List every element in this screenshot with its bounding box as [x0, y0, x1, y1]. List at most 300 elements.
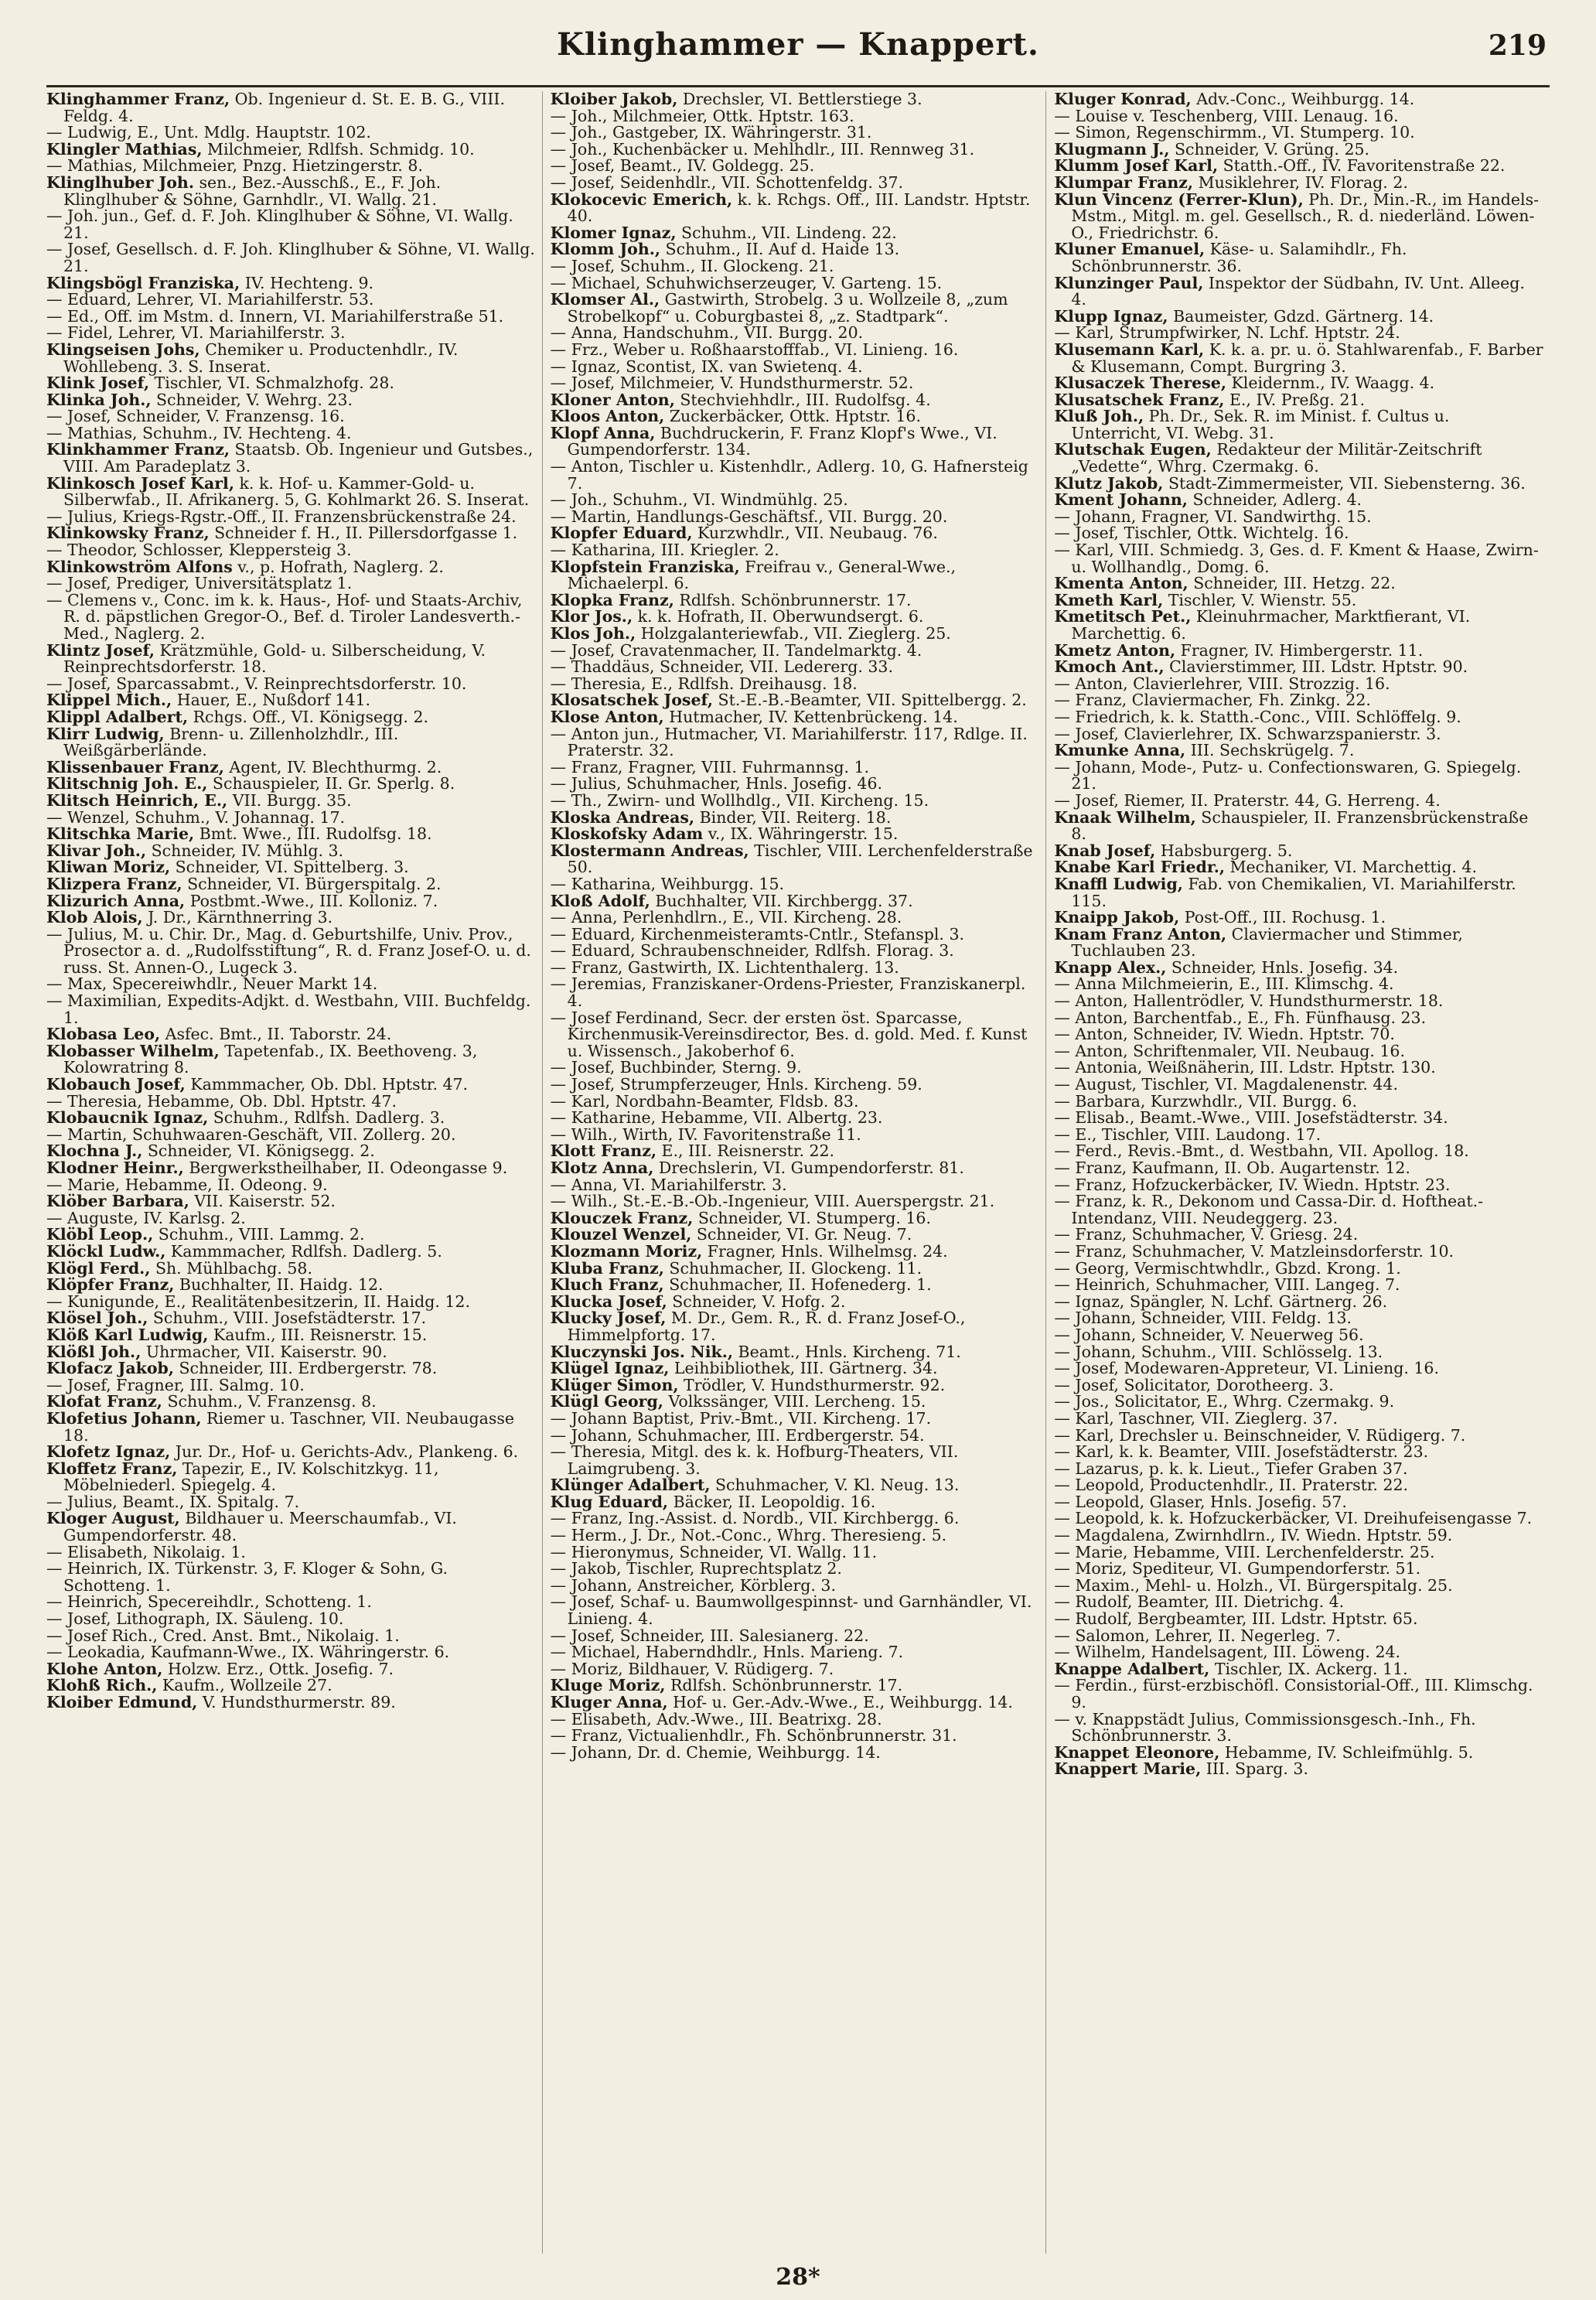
directory-entry — [46, 542, 536, 559]
entry-details: — Wilhelm, Handelsagent, III. Löweng. 24. — [1054, 1643, 1401, 1662]
entry-details: — Joh., Milchmeier, Ottk. Hptstr. 163. — [550, 106, 854, 125]
directory-entry — [551, 1527, 1040, 1544]
directory-entry — [551, 893, 1040, 910]
entry-details: Schneider, V. Wehrg. 23. — [151, 390, 353, 409]
directory-entry — [46, 1143, 536, 1160]
directory-entry — [551, 1160, 1040, 1177]
entry-details: — Josef, Schuhm., II. Glockeng. 21. — [550, 256, 834, 275]
entry-details: — Josef, Milchmeier, V. Hundsthurmerstr. 52. — [550, 374, 914, 393]
directory-entry — [1054, 542, 1543, 575]
entry-name: Klucky Josef, — [550, 1309, 667, 1328]
entry-name: Klutschak Eugen, — [1054, 440, 1212, 459]
entry-details: — Josef, Riemer, II. Praterstr. 44, G. Herreng. 4. — [1054, 790, 1441, 810]
directory-entry — [1054, 575, 1543, 592]
entry-details: — Anna Milchmeierin, E., III. Klimschg. 4. — [1054, 974, 1394, 994]
entry-name: Kluger Konrad, — [1054, 91, 1192, 108]
directory-entry — [46, 726, 536, 759]
entry-name: Kloiber Edmund, — [46, 1693, 198, 1711]
entry-details: k. k. Rchgs. Off., III. Landstr. Hptstr. 40. — [567, 189, 1031, 226]
entry-name: Klopfstein Franziska, — [550, 557, 740, 576]
directory-entry — [551, 759, 1040, 776]
directory-entry — [551, 375, 1040, 392]
entry-name: Klor Jos., — [550, 607, 633, 626]
entry-name: Knappert Marie, — [1054, 1759, 1202, 1779]
entry-details: — Johann, Schneider, VIII. Feldg. 13. — [1054, 1309, 1352, 1328]
entry-details: Freifrau v., General-Wwe., Michaelerpl. 6. — [567, 557, 957, 593]
directory-entry — [46, 1294, 536, 1311]
directory-entry — [1054, 1294, 1543, 1311]
directory-entry — [46, 790, 536, 810]
directory-entry — [1054, 976, 1543, 993]
column-3 — [1054, 91, 1550, 2254]
entry-name: Klüger Simon, — [550, 1375, 679, 1394]
directory-entry — [1054, 1661, 1543, 1678]
entry-details: Brenn- u. Zillenholzhdlr., III. Weißgärberlände. — [63, 724, 399, 760]
entry-details: Schuhmacher, II. Hofenederg. 1. — [663, 1275, 932, 1295]
entry-name: Klintz Josef, — [46, 640, 155, 660]
directory-entry — [46, 1628, 536, 1645]
entry-name: Klug Eduard, — [550, 1492, 669, 1511]
entry-details: — Josef, Buchbinder, Sterng. 9. — [550, 1058, 802, 1077]
entry-details: — Katharina, III. Kriegler. 2. — [550, 541, 779, 560]
entry-details: K. k. a. pr. u. ö. Stahlwarenfab., F. Barber & Klusemann, Compt. Burgring 3. — [1071, 340, 1543, 376]
entry-name: Klouczek Franz, — [550, 1208, 694, 1227]
entry-details: Drechsler, VI. Bettlerstiege 3. — [677, 91, 922, 108]
entry-details: — Wenzel, Schuhm., V. Johannag. 17. — [46, 807, 346, 827]
directory-entry — [1054, 525, 1543, 542]
entry-name: Knappe Adalbert, — [1054, 1659, 1210, 1678]
directory-entry — [551, 1510, 1040, 1527]
directory-entry — [1054, 1761, 1543, 1778]
entry-name: Klinkowsky Franz, — [46, 524, 210, 543]
directory-entry — [46, 1544, 536, 1561]
directory-entry — [1054, 876, 1543, 909]
entry-details: — Franz, Claviermacher, Fh. Zinkg. 22. — [1054, 691, 1371, 710]
directory-entry — [1054, 408, 1543, 442]
entry-details: Schuhm., VIII. Lammg. 2. — [153, 1225, 365, 1244]
entry-details: Zuckerbäcker, Ottk. Hptstr. 16. — [664, 407, 921, 426]
entry-name: Klösel Joh., — [46, 1309, 148, 1328]
entry-details: — Johann, Dr. d. Chemie, Weihburgg. 14. — [550, 1742, 881, 1762]
entry-name: Klizpera Franz, — [46, 874, 182, 893]
entry-name: Klomer Ignaz, — [550, 223, 677, 242]
entry-name: Kliwan Moriz, — [46, 858, 171, 877]
entry-name: Klinkowström Alfons — [46, 557, 233, 576]
entry-name: Knaffl Ludwig, — [1054, 874, 1183, 893]
directory-entry — [551, 843, 1040, 876]
entry-details: Tischler, VIII. Lerchenfelderstraße 50. — [567, 841, 1033, 877]
entry-details: — Anton, Schneider, IV. Wiedn. Hptstr. 70. — [1054, 1025, 1395, 1044]
entry-name: Kluczynski Jos. Nik., — [550, 1342, 733, 1361]
entry-name: Knam Franz Anton, — [1054, 924, 1227, 944]
entry-details: Hof- u. Ger.-Adv.-Wwe., E., Weihburgg. 14. — [667, 1693, 1013, 1711]
entry-details: — Anton jun., Hutmacher, VI. Mariahilferstr. 117, Rdlge. II. Praterstr. 32. — [550, 724, 1028, 760]
entry-details: III. Sechskrügelg. 7. — [1185, 741, 1355, 760]
directory-entry — [46, 91, 536, 125]
directory-entry — [551, 258, 1040, 275]
entry-name: Kloffetz Franz, — [46, 1459, 178, 1478]
directory-entry — [551, 659, 1040, 676]
entry-details: — Simon, Regenschirmm., VI. Stumperg. 10. — [1054, 123, 1415, 142]
directory-entry — [46, 1377, 536, 1394]
entry-details: — Theresia, E., Rdlfsh. Dreihausg. 18. — [550, 674, 858, 693]
directory-entry — [551, 1177, 1040, 1194]
directory-entry — [551, 158, 1040, 175]
entry-details: — Franz, Fragner, VIII. Fuhrmannsg. 1. — [550, 757, 870, 776]
directory-entry — [46, 759, 536, 776]
directory-entry — [46, 241, 536, 275]
entry-details: — Josef, Tischler, Ottk. Wichtelg. 16. — [1054, 524, 1349, 543]
directory-columns — [46, 91, 1550, 2254]
entry-details: — Rudolf, Bergbeamter, III. Ldstr. Hptstr. 65. — [1054, 1609, 1418, 1629]
entry-name: Klopf Anna, — [550, 423, 656, 442]
entry-details: E., IV. Preßg. 21. — [1224, 390, 1365, 409]
entry-details: — Lazarus, p. k. k. Lieut., Tiefer Graben 37. — [1054, 1459, 1408, 1478]
entry-details: Kaufm., Wollzeile 27. — [157, 1676, 332, 1695]
entry-details: — Maximilian, Expedits-Adjkt. d. Westbahn, VIII. Buchfeldg. 1. — [46, 991, 531, 1027]
entry-details: Chemiker u. Productenhdlr., IV. Wohllebeng. 3. S. Inserat. — [63, 340, 459, 376]
entry-details: — Theodor, Schlosser, Kleppersteig 3. — [46, 541, 352, 560]
directory-entry — [46, 172, 536, 209]
directory-entry — [551, 1344, 1040, 1361]
directory-entry — [1054, 1091, 1543, 1111]
directory-entry — [1054, 1143, 1543, 1160]
directory-entry — [1054, 492, 1543, 509]
directory-entry — [46, 473, 536, 510]
entry-name: Klokocevic Emerich, — [550, 189, 733, 209]
entry-details: Statth.-Off., IV. Favoritenstraße 22. — [1218, 156, 1506, 176]
entry-name: Klochna J., — [46, 1141, 143, 1161]
directory-entry — [1054, 640, 1543, 660]
entry-name: Kloiber Jakob, — [550, 91, 678, 108]
entry-name: Klößl Joh., — [46, 1342, 142, 1361]
directory-entry — [1054, 1241, 1543, 1261]
entry-details: Bäcker, II. Leopoldig. 16. — [668, 1492, 876, 1511]
entry-details: Tischler, IX. Ackerg. 11. — [1209, 1659, 1408, 1678]
column-2 — [551, 91, 1047, 2254]
entry-details: — Katharine, Hebamme, VII. Albertg. 23. — [550, 1108, 883, 1128]
directory-entry — [551, 292, 1040, 325]
directory-entry — [1054, 342, 1543, 375]
entry-details: — Josef, Beamt., IV. Goldegg. 25. — [550, 156, 815, 176]
entry-details: Riemer u. Taschner, VII. Neubaugasse 18. — [63, 1408, 515, 1445]
directory-entry — [1054, 108, 1543, 125]
directory-entry — [551, 609, 1040, 626]
directory-entry — [1054, 592, 1543, 609]
directory-entry — [46, 125, 536, 142]
entry-details: — Leokadia, Kaufmann-Wwe., IX. Währingerstr. 6. — [46, 1643, 450, 1662]
entry-details: — Hieronymus, Schneider, VI. Wallg. 11. — [550, 1542, 878, 1561]
directory-entry — [46, 509, 536, 526]
entry-details: — Franz, Gastwirth, IX. Lichtenthalerg. 13. — [550, 957, 899, 977]
entry-details: — Josef, Clavierlehrer, IX. Schwarzspanierstr. 3. — [1054, 724, 1441, 743]
directory-entry — [46, 208, 536, 241]
entry-details: — Franz, Kaufmann, II. Ob. Augartenstr. 12. — [1054, 1159, 1410, 1177]
directory-entry — [1054, 172, 1543, 192]
entry-details: Tapetenfab., IX. Beethoveng. 3, Kolowratring 8. — [63, 1041, 478, 1077]
entry-details: Baumeister, Gdzd. Gärtnerg. 14. — [1168, 306, 1434, 326]
entry-details: — Eduard, Schraubenschneider, Rdlfsh. Florag. 3. — [550, 941, 954, 961]
entry-details: — Anton, Barchentfab., E., Fh. Fünfhausg. 23. — [1054, 1008, 1427, 1027]
entry-details: Stechviehhdlr., III. Rudolfsg. 4. — [674, 390, 931, 409]
directory-entry — [46, 1510, 536, 1544]
entry-name: Klob Alois, — [46, 908, 143, 927]
entry-details: — Julius, Kriegs-Rgstr.-Off., II. Franzensbrückenstraße 24. — [46, 507, 517, 526]
entry-details: — Clemens v., Conc. im k. k. Haus-, Hof- und Staats-Archiv, R. d. päpstlichen Gregor-O., Bef. d. Tiroler Landesverth.-Med., Naglerg. 2. — [46, 590, 523, 643]
directory-entry — [551, 559, 1040, 592]
directory-entry — [46, 1210, 536, 1227]
directory-entry — [1054, 1611, 1543, 1628]
entry-details: — Barbara, Kurzwhdlr., VII. Burgg. 6. — [1054, 1091, 1357, 1111]
entry-details: — Franz, Schuhmacher, V. Griesg. 24. — [1054, 1225, 1359, 1244]
entry-details: — Josef, Gesellsch. d. F. Joh. Klinglhuber & Söhne, VI. Wallg. 21. — [46, 240, 535, 275]
directory-entry — [551, 826, 1040, 843]
entry-details: — Josef Ferdinand, Secr. der ersten öst. Sparcasse, Kirchenmusik-Vereinsdirector, Bes. d. gold. Med. f. Kunst u. Wissensch., Jakoberhof 6. — [550, 1008, 1028, 1060]
entry-details: — Moriz, Bildhauer, V. Rüdigerg. 7. — [550, 1659, 834, 1678]
entry-name: Knaak Wilhelm, — [1054, 807, 1196, 827]
entry-name: Klugmann J., — [1054, 139, 1170, 159]
entry-details: V. Hundsthurmerstr. 89. — [197, 1693, 396, 1711]
directory-entry — [46, 1277, 536, 1294]
directory-entry — [1054, 676, 1543, 693]
entry-details: — Josef Rich., Cred. Anst. Bmt., Nikolaig. 1. — [46, 1626, 400, 1645]
directory-entry — [1054, 1110, 1543, 1127]
entry-name: Kmoch Ant., — [1054, 657, 1165, 677]
entry-details: Rdlfsh. Schönbrunnerstr. 17. — [674, 590, 912, 609]
entry-name: Klobasser Wilhelm, — [46, 1041, 220, 1060]
directory-entry — [1054, 909, 1543, 926]
entry-details: — Josef, Modewaren-Appreteur, VI. Linieng. 16. — [1054, 1359, 1439, 1378]
entry-details: IV. Hechteng. 9. — [240, 273, 374, 292]
entry-details: — Fidel, Lehrer, VI. Mariahilferstr. 3. — [46, 323, 346, 343]
entry-name: Klofat Franz, — [46, 1392, 162, 1411]
sheet-signature: 28* — [776, 2264, 820, 2291]
entry-details: — Josef, Strumpferzeuger, Hnls. Kircheng. 59. — [550, 1075, 922, 1094]
entry-name: Klumm Josef Karl, — [1054, 156, 1219, 176]
directory-entry — [1054, 1124, 1543, 1144]
entry-details: — Karl, Nordbahn-Beamter, Fldsb. 83. — [550, 1091, 859, 1111]
directory-entry — [46, 1193, 536, 1210]
entry-details: — Josef, Schneider, III. Salesianerg. 22. — [550, 1626, 869, 1645]
entry-details: Hutmacher, IV. Kettenbrückeng. 14. — [663, 707, 958, 726]
entry-details: Schauspieler, II. Gr. Sperlg. 8. — [207, 774, 455, 793]
directory-entry — [1054, 1677, 1543, 1711]
directory-entry — [551, 91, 1040, 108]
directory-entry — [551, 1277, 1040, 1294]
directory-entry — [1054, 1461, 1543, 1478]
directory-entry — [46, 807, 536, 827]
directory-entry — [1054, 1193, 1543, 1227]
directory-entry — [550, 1258, 1040, 1278]
directory-entry — [46, 776, 536, 793]
entry-details: Clavierstimmer, III. Ldstr. Hptstr. 90. — [1164, 657, 1468, 677]
entry-name: Klos Joh., — [550, 624, 636, 643]
entry-details: — Karl, Strumpfwirker, N. Lchf. Hptstr. 24. — [1054, 323, 1400, 343]
directory-entry — [1054, 742, 1543, 759]
entry-details: III. Sparg. 3. — [1201, 1759, 1308, 1779]
directory-entry — [46, 1394, 536, 1411]
directory-entry — [551, 1494, 1040, 1511]
directory-entry — [550, 189, 1040, 226]
entry-details: Schuhmacher, II. Glockeng. 11. — [663, 1258, 922, 1278]
entry-details: — Ludwig, E., Unt. Mdlg. Hauptstr. 102. — [46, 123, 371, 142]
directory-entry — [551, 976, 1040, 1009]
entry-details: — Marie, Hebamme, II. Odeong. 9. — [46, 1175, 328, 1194]
entry-name: Klopfer Eduard, — [550, 524, 693, 543]
directory-entry — [551, 1077, 1040, 1094]
entry-name: Klun Vincenz (Ferrer-Klun), — [1054, 189, 1304, 209]
directory-entry — [46, 1611, 536, 1628]
entry-details: — Ferd., Revis.-Bmt., d. Westbahn, VII. Apollog. 18. — [1054, 1141, 1469, 1161]
entry-details: — Ignaz, Spängler, N. Lchf. Gärtnerg. 26. — [1054, 1292, 1388, 1311]
entry-details: VII. Burgg. 35. — [227, 790, 352, 810]
entry-details: — Heinrich, IX. Türkenstr. 3, F. Kloger & Sohn, G. Schotteng. 1. — [46, 1559, 448, 1595]
directory-entry — [46, 676, 536, 693]
entry-name: Klügel Ignaz, — [550, 1359, 670, 1378]
entry-name: Klivar Joh., — [46, 841, 147, 860]
entry-details: Schuhmacher, V. Kl. Neug. 13. — [710, 1476, 960, 1495]
entry-details: Redakteur der Militär-Zeitschrift „Vedette“, Whrg. Czermakg. 6. — [1071, 440, 1482, 476]
entry-details: — Rudolf, Beamter, III. Dietrichg. 4. — [1054, 1592, 1345, 1612]
directory-entry — [550, 1425, 1040, 1445]
directory-entry — [1054, 1594, 1543, 1611]
entry-details: — Josef, Schaf- u. Baumwollgespinnst- und Garnhändler, VI. Linieng. 4. — [550, 1592, 1032, 1629]
entry-details: Sh. Mühlbachg. 58. — [150, 1258, 312, 1278]
directory-entry — [551, 876, 1040, 893]
directory-entry — [551, 509, 1040, 526]
directory-entry — [1054, 325, 1543, 342]
entry-details: Uhrmacher, VII. Kaiserstr. 90. — [141, 1342, 387, 1361]
entry-details: — Herm., J. Dr., Not.-Conc., Whrg. Theresieng. 5. — [550, 1526, 947, 1545]
directory-entry — [46, 1594, 536, 1611]
directory-entry — [1054, 1026, 1543, 1043]
directory-entry — [551, 726, 1040, 759]
directory-entry — [551, 225, 1040, 242]
entry-name: Klott Franz, — [550, 1141, 656, 1161]
directory-entry — [551, 1143, 1040, 1160]
entry-name: Klohß Rich., — [46, 1676, 158, 1695]
entry-details: Postbmt.-Wwe., III. Kolloniz. 7. — [185, 891, 438, 910]
entry-details: — Elisabeth, Adv.-Wwe., III. Beatrixg. 28. — [550, 1709, 882, 1728]
entry-details: Jur. Dr., Hof- u. Gerichts-Adv., Plankeng. 6. — [170, 1442, 519, 1462]
directory-entry — [1054, 275, 1543, 309]
entry-name: Klunzinger Paul, — [1054, 273, 1204, 292]
header-rule — [46, 85, 1550, 87]
directory-entry — [1054, 993, 1543, 1010]
entry-details: Schneider, V. Grüng. 25. — [1169, 139, 1370, 159]
directory-entry — [550, 957, 1040, 977]
directory-entry — [551, 1644, 1040, 1661]
directory-entry — [46, 843, 536, 860]
entry-details: — Jeremias, Franziskaner-Ordens-Priester, Franziskanerpl. 4. — [550, 974, 1026, 1011]
entry-name: Klink Josef, — [46, 374, 150, 393]
entry-details: — Martin, Schuhwaaren-Geschäft, VII. Zollerg. 20. — [46, 1124, 456, 1144]
directory-entry — [551, 1193, 1040, 1210]
entry-details: — Josef, Lithograph, IX. Säuleng. 10. — [46, 1609, 344, 1629]
entry-details: — Heinrich, Specereihdlr., Schotteng. 1. — [46, 1592, 372, 1612]
directory-entry — [46, 1241, 536, 1261]
directory-entry — [46, 525, 536, 542]
entry-details: Drechslerin, VI. Gumpendorferstr. 81. — [653, 1159, 964, 1177]
entry-details: Asfec. Bmt., II. Taborstr. 24. — [160, 1025, 392, 1044]
entry-name: Klizurich Anna, — [46, 891, 186, 910]
entry-name: Kloger August, — [46, 1509, 180, 1528]
entry-details: Tischler, V. Wienstr. 55. — [1163, 590, 1357, 609]
directory-entry — [551, 392, 1040, 409]
entry-details: — Johann, Mode-, Putz- u. Confectionswaren, G. Spiegelg. 21. — [1054, 757, 1522, 793]
entry-details: — Michael, Haberndhdlr., Hnls. Marieng. 7. — [550, 1643, 904, 1662]
entry-details: — Ignaz, Scontist, IX. van Swietenq. 4. — [550, 357, 863, 376]
entry-details: — Franz, Hofzuckerbäcker, IV. Wiedn. Hptstr. 23. — [1054, 1175, 1451, 1194]
entry-details: Staatsb. Ob. Ingenieur und Gutsbes., VIII. Am Paradeplatz 3. — [63, 440, 534, 476]
entry-details: Krätzmühle, Gold- u. Silberscheidung, V. Reinprechtsdorferstr. 18. — [63, 640, 486, 677]
entry-details: Kleinuhrmacher, Marktfierant, VI. Marchettig. 6. — [1071, 607, 1471, 643]
entry-details: — Karl, Drechsler u. Beinschneider, V. Rüdigerg. 7. — [1054, 1425, 1466, 1445]
entry-details: Mechaniker, VI. Marchettig. 4. — [1225, 858, 1477, 877]
entry-details: Schneider, III. Erdbergerstr. 78. — [173, 1359, 438, 1378]
entry-details: — Eduard, Lehrer, VI. Mariahilferstr. 53. — [46, 290, 374, 309]
directory-entry — [46, 139, 536, 159]
directory-entry — [1054, 306, 1543, 326]
directory-entry — [551, 1477, 1040, 1494]
entry-details: — Kunigunde, E., Realitätenbesitzerin, II. Haidg. 12. — [46, 1292, 470, 1311]
directory-entry — [1054, 1344, 1543, 1361]
entry-details: — Anton, Hallentrödler, V. Hundsthurmerstr. 18. — [1054, 991, 1444, 1011]
entry-details: Schneider, VI. Stumperg. 16. — [693, 1208, 931, 1227]
entry-details: — Salomon, Lehrer, II. Negerleg. 7. — [1054, 1626, 1341, 1645]
entry-details: — Theresia, Mitgl. des k. k. Hofburg-Theaters, VII. Laimgrubeng. 3. — [550, 1442, 959, 1478]
entry-details: Rchgs. Off., VI. Königsegg. 2. — [188, 707, 429, 726]
entry-details: Buchdruckerin, F. Franz Klopf's Wwe., VI. Gumpendorferstr. 134. — [567, 423, 998, 459]
entry-name: Klusemann Karl, — [1054, 340, 1205, 359]
entry-details: — Josef, Fragner, III. Salmg. 10. — [46, 1375, 305, 1394]
entry-name: Kluner Emanuel, — [1054, 240, 1206, 259]
directory-entry — [46, 559, 536, 576]
entry-details: — Joh. jun., Gef. d. F. Joh. Klinglhuber & Söhne, VI. Wallg. 21. — [46, 206, 513, 242]
directory-entry — [46, 408, 536, 425]
entry-details: Hebamme, IV. Schleifmühlg. 5. — [1219, 1742, 1474, 1762]
directory-entry — [551, 1227, 1040, 1244]
directory-entry — [46, 993, 536, 1026]
directory-entry — [46, 1444, 536, 1461]
directory-entry — [46, 306, 536, 326]
entry-details: Schneider, VI. Bürgerspitalg. 2. — [182, 874, 442, 893]
entry-details: sen., Bez.-Ausschß., E., F. Joh. Klinglhuber & Söhne, Garnhdlr., VI. Wallg. 21. — [63, 172, 442, 209]
directory-entry — [551, 692, 1040, 709]
entry-details: — v. Knappstädt Julius, Commissionsgesch.-Inh., Fh. Schönbrunnerstr. 3. — [1054, 1709, 1476, 1745]
entry-details: Agent, IV. Blechthurmg. 2. — [223, 757, 442, 776]
entry-details: Schuhm., VII. Lindeng. 22. — [676, 223, 897, 242]
entry-details: Schuhm., II. Auf d. Haide 13. — [660, 240, 900, 259]
directory-entry — [551, 1294, 1040, 1311]
entry-details: — Johann, Schuhmacher, III. Erdbergerstr. 54. — [550, 1425, 925, 1445]
page-number: 219 — [1488, 29, 1547, 62]
directory-entry — [551, 709, 1040, 726]
directory-entry — [46, 1461, 536, 1494]
entry-name: Klopka Franz, — [550, 590, 674, 609]
entry-name: Klirr Ludwig, — [46, 724, 165, 743]
directory-entry — [551, 1628, 1040, 1645]
entry-name: Kmenta Anton, — [1054, 574, 1188, 593]
entry-details: — Thaddäus, Schneider, VII. Ledererg. 33. — [550, 657, 893, 677]
directory-entry — [46, 1160, 536, 1177]
directory-entry — [551, 359, 1040, 376]
directory-entry — [46, 893, 536, 910]
entry-details: — Ferdin., fürst-erzbischöfl. Consistorial-Off., III. Klimschg. 9. — [1054, 1676, 1533, 1711]
directory-entry — [551, 1377, 1040, 1394]
directory-entry — [1054, 1227, 1543, 1244]
entry-details: Schneider, V. Hofg. 2. — [667, 1292, 846, 1311]
